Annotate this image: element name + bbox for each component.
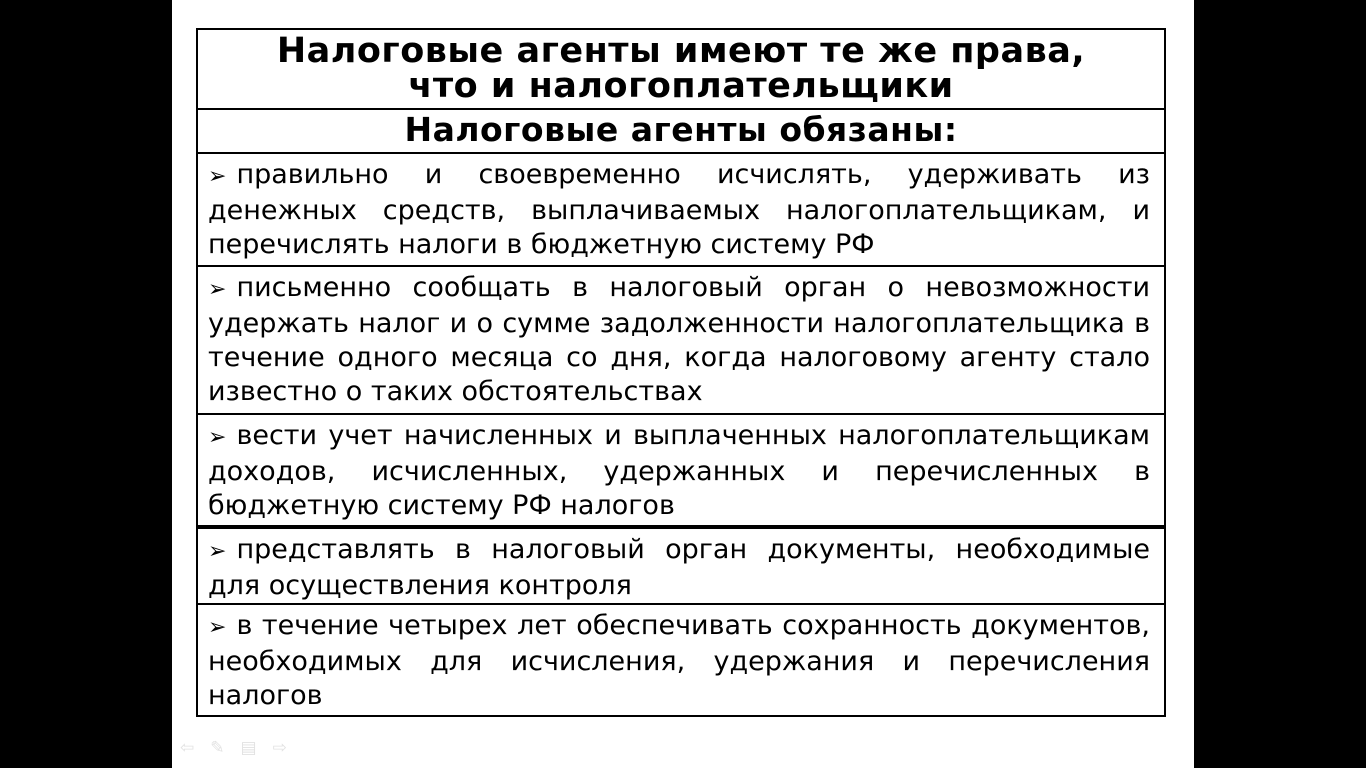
slide <box>172 0 1194 768</box>
menu-icon[interactable]: ▤ <box>240 738 257 758</box>
arrow-bullet-icon: ➢ <box>208 615 227 640</box>
arrow-bullet-icon: ➢ <box>208 425 227 450</box>
table-row <box>198 154 1164 267</box>
arrow-bullet-icon: ➢ <box>208 277 227 302</box>
arrow-bullet-icon: ➢ <box>208 539 227 564</box>
title-line-2: что и налогоплательщики <box>408 66 954 106</box>
arrow-bullet-icon: ➢ <box>208 164 227 189</box>
table-row <box>198 415 1164 529</box>
table-row <box>198 267 1164 415</box>
slideshow-navigation <box>180 738 287 758</box>
row-text: представлять в налоговый орган документы, необходимые для осуществления контроля <box>208 534 1150 601</box>
row-text: в течение четырех лет обеспечивать сохранность документов, необходимых для исчисления, удержания и перечисления налогов <box>208 610 1150 711</box>
arrow-left-icon[interactable]: ⇦ <box>180 738 195 758</box>
table-subtitle: Налоговые агенты обязаны: <box>198 110 1164 154</box>
row-text: вести учет начисленных и выплаченных налогоплательщикам доходов, исчисленных, удержанных и перечисленных в бюджетную систему РФ налогов <box>208 420 1150 521</box>
pen-icon[interactable]: ✎ <box>210 738 225 758</box>
row-text: письменно сообщать в налоговый орган о невозможности удержать налог и о сумме задолженности налогоплательщика в течение одного месяца со дня, когда налоговому агенту стало известно о таких обстоятельствах <box>208 272 1150 407</box>
arrow-right-icon[interactable]: ⇨ <box>272 738 287 758</box>
title-line-1: Налоговые агенты имеют те же права, <box>276 31 1086 71</box>
table-title <box>198 30 1164 110</box>
obligations-table <box>196 28 1166 717</box>
table-row <box>198 529 1164 605</box>
table-row <box>198 605 1164 715</box>
row-text: правильно и своевременно исчислять, удерживать из денежных средств, выплачиваемых налогоплательщикам, и перечислять налоги в бюджетную систему РФ <box>208 159 1150 260</box>
